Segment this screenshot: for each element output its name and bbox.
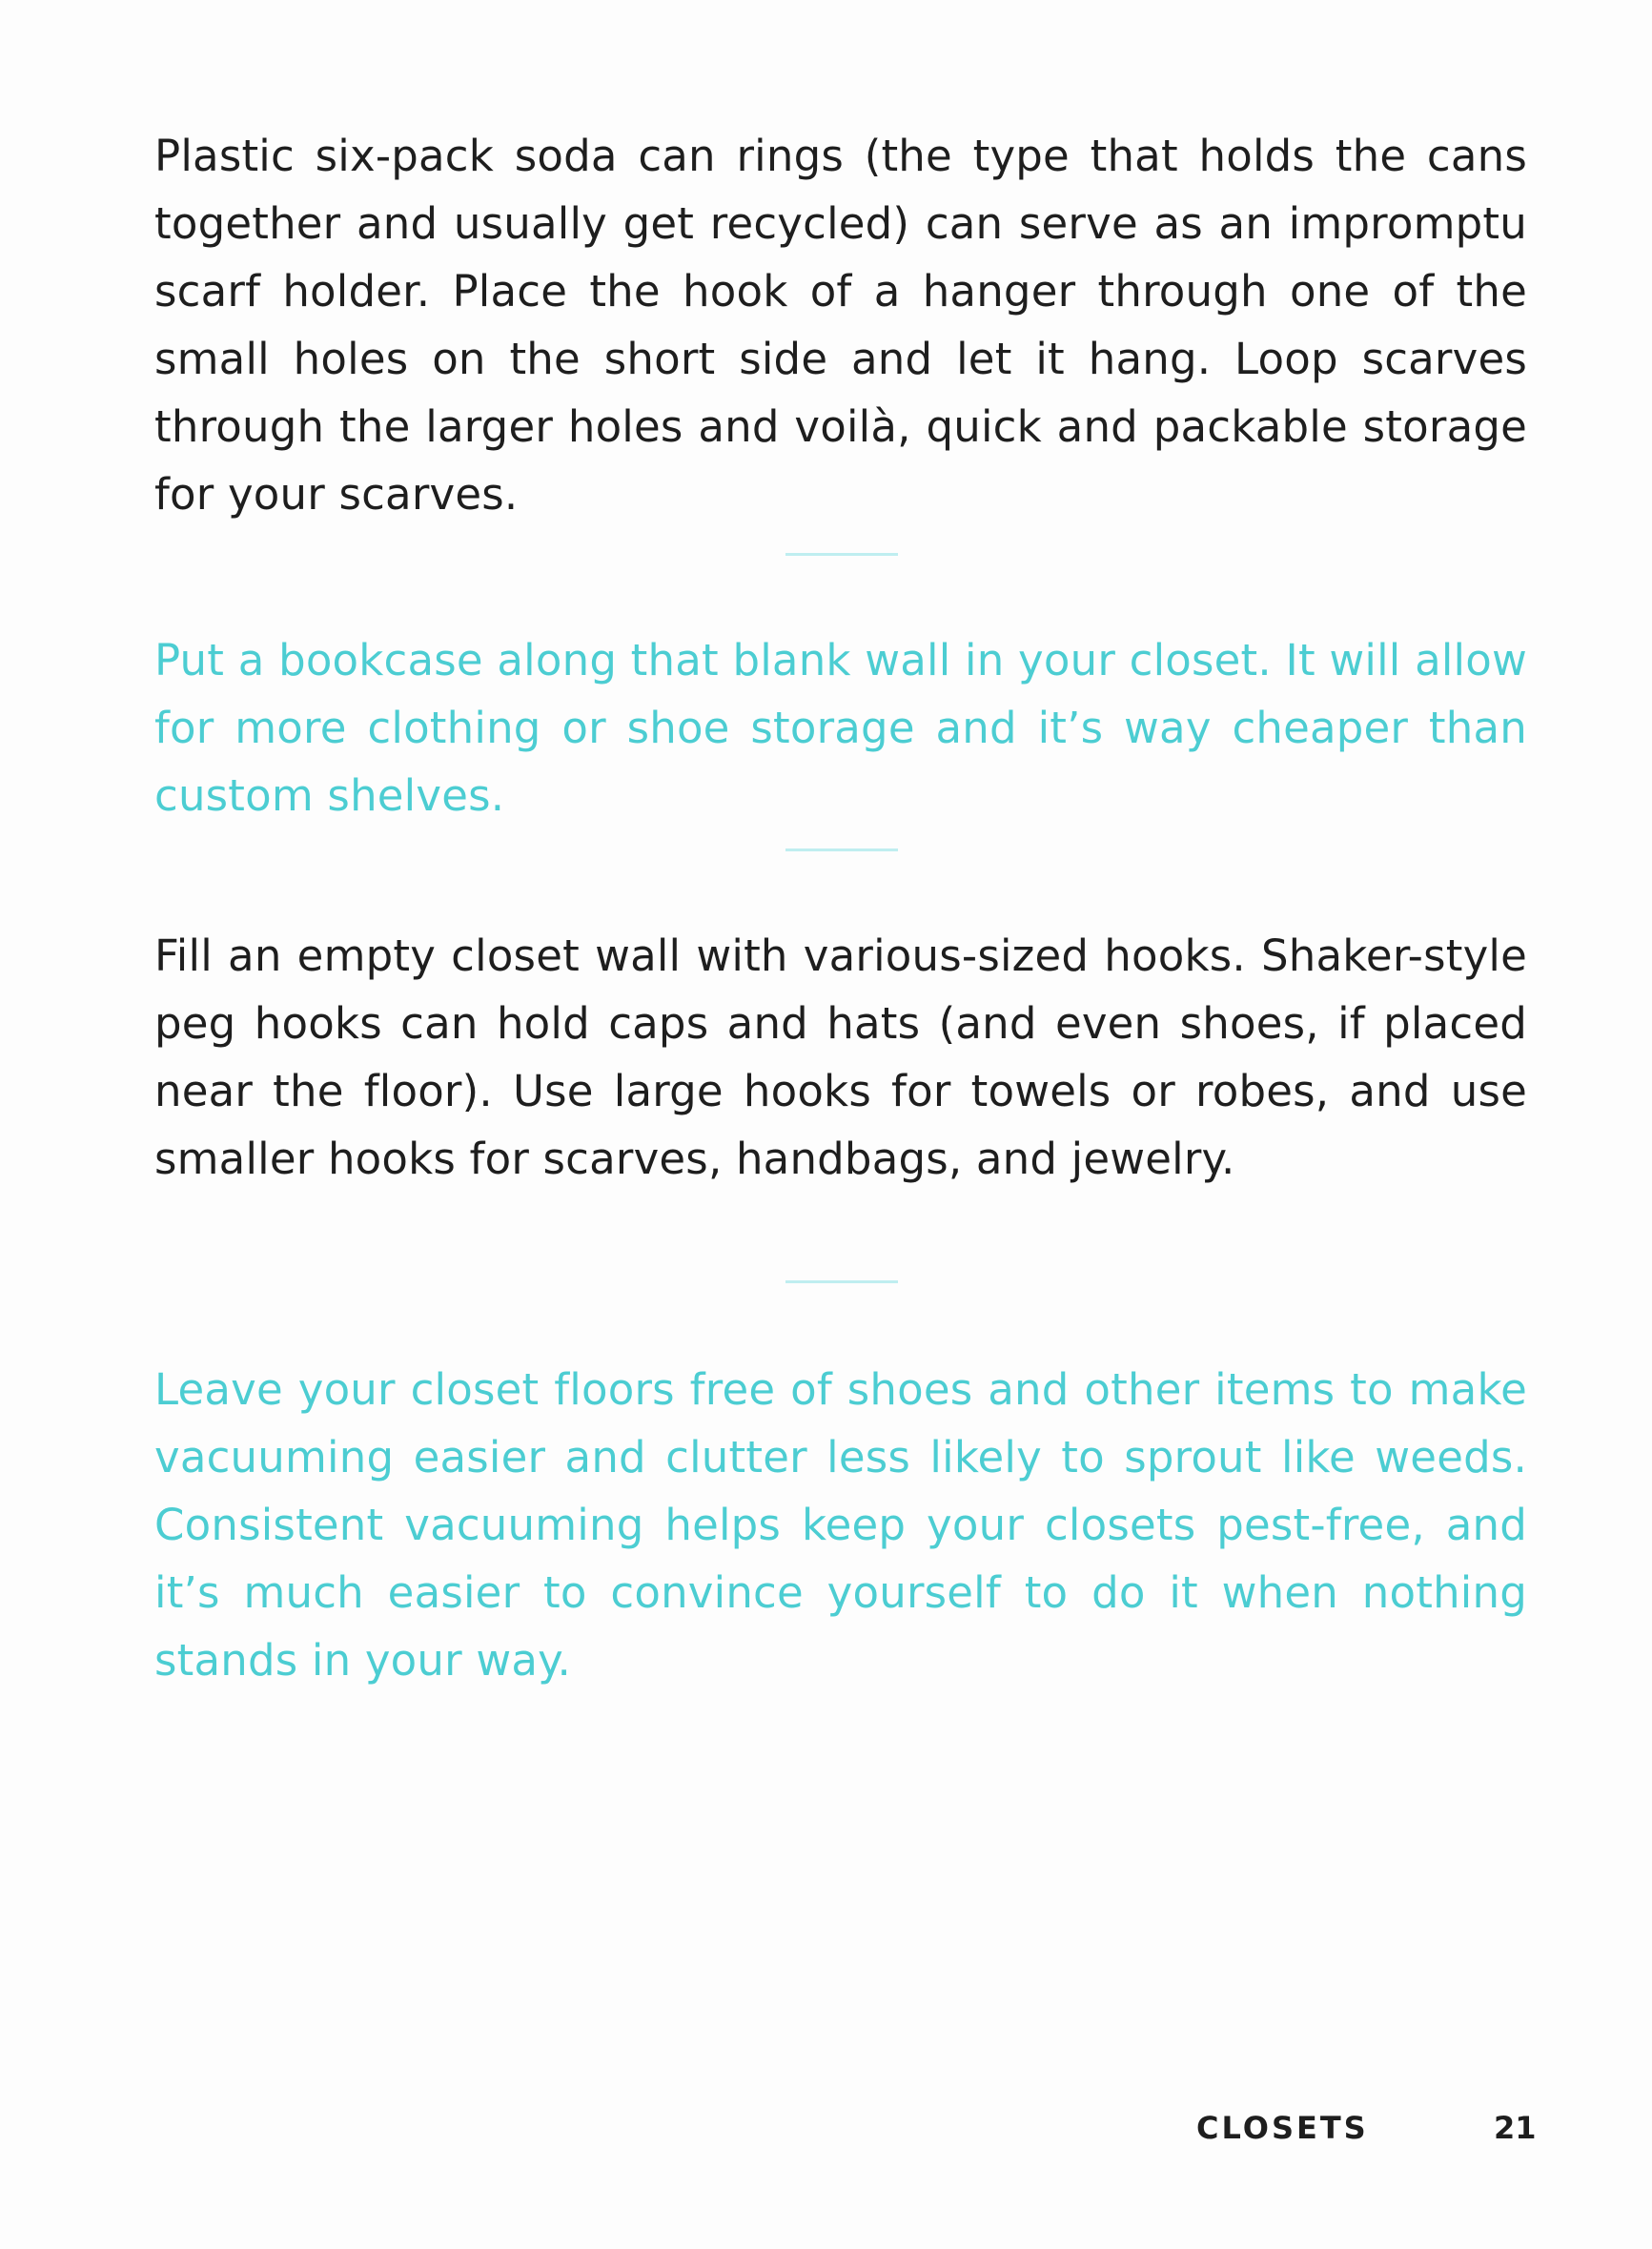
section-divider	[785, 553, 898, 556]
footer-page-number: 21	[1494, 2110, 1537, 2146]
tip-paragraph-closet-floors: Leave your closet floors free of shoes and other items to make vacuuming easier and clutter less likely to sprout like weeds. Consistent vacuuming helps keep your closets pest-free, and it’s much easier to convince yourself to do it when nothing stands in your way.	[154, 1364, 1527, 1686]
tip-paragraph-hooks: Fill an empty closet wall with various-sized hooks. Shaker-style peg hooks can hold caps and hats (and even shoes, if placed near the floor). Use large hooks for towels or robes, and use smaller hooks for scarves, handbags, and jewelry.	[154, 930, 1527, 1184]
footer-section-title: CLOSETS	[1196, 2110, 1369, 2146]
section-divider	[785, 1280, 898, 1283]
section-divider	[785, 848, 898, 851]
tip-paragraph-soda-rings: Plastic six-pack soda can rings (the type that holds the cans together and usually get recycled) can serve as an impromptu scarf holder. Place the hook of a hanger through one of the small holes on the short side and let it hang. Loop scarves through the larger holes and voilà, quick and packable storage for your scarves.	[154, 131, 1527, 520]
tip-paragraph-bookcase: Put a bookcase along that blank wall in your closet. It will allow for more clothing or shoe storage and it’s way cheaper than custom shelves.	[154, 635, 1527, 821]
